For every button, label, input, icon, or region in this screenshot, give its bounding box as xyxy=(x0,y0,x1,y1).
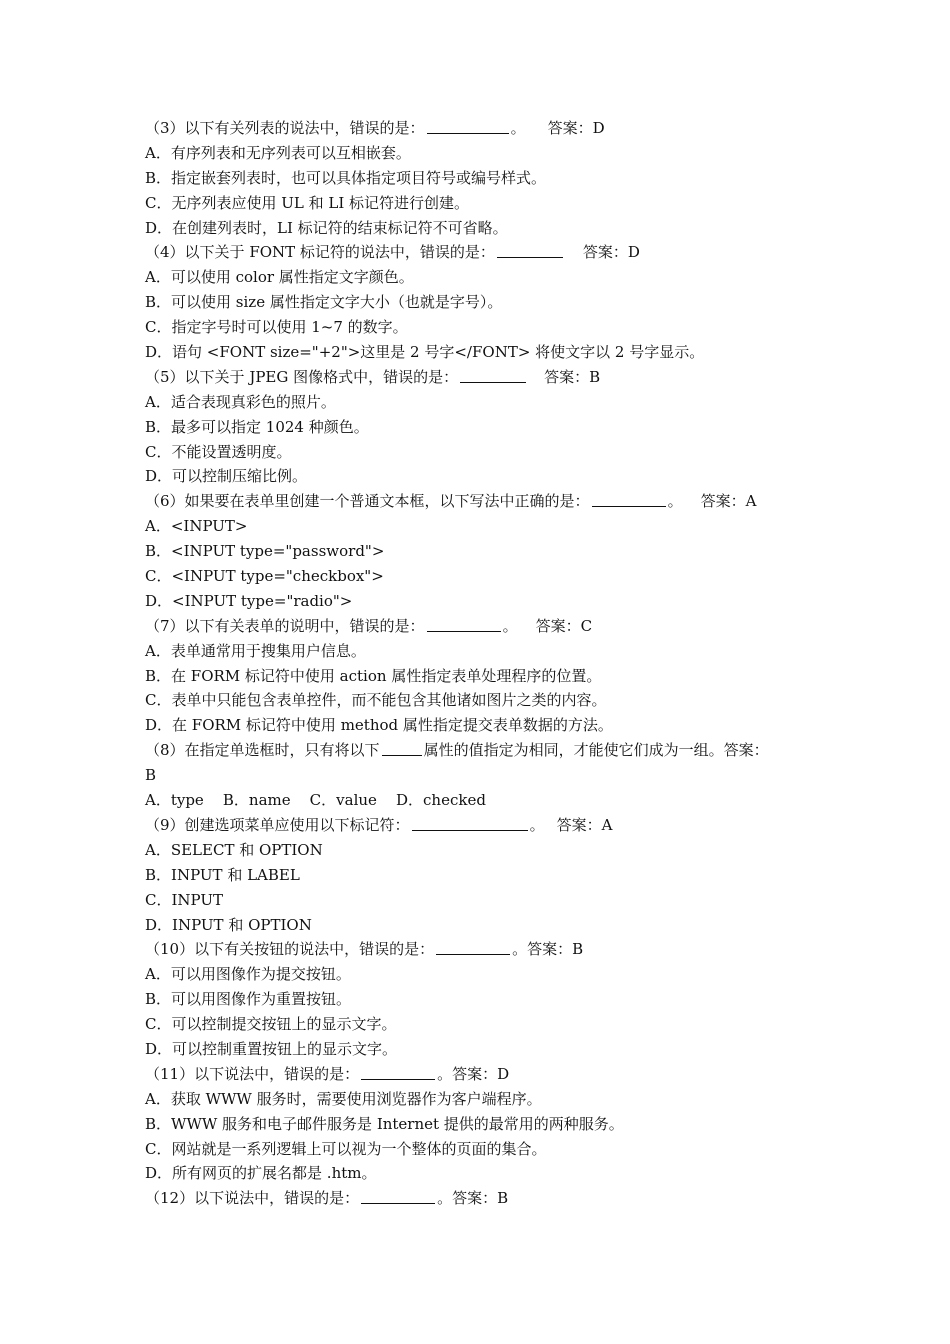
option: C．INPUT xyxy=(145,890,224,909)
option: C．<INPUT type="checkbox"> xyxy=(145,567,384,586)
answer-key: 答案：B xyxy=(452,1189,509,1208)
question-number: （8） xyxy=(145,741,185,760)
option: A．有序列表和无序列表可以互相嵌套。 xyxy=(145,143,411,162)
question-text-continued: 属性的值指定为相同，才能使它们成为一组。答案： xyxy=(423,741,769,760)
punctuation: 。 xyxy=(512,940,528,959)
question-text: 以下关于 JPEG 图像格式中，错误的是： xyxy=(184,367,459,386)
question-number: （6） xyxy=(145,492,185,511)
question-10 xyxy=(145,937,825,962)
answer-blank xyxy=(412,815,528,831)
answer-blank xyxy=(460,367,526,383)
option: D．语句 <FONT size="+2">这里是 2 号字</FONT> 将使文字以 2 号字显示。 xyxy=(145,343,705,362)
option: D．在创建列表时，LI 标记符的结束标记符不可省略。 xyxy=(145,218,508,237)
option: C．网站就是一系列逻辑上可以视为一个整体的页面的集合。 xyxy=(145,1139,547,1158)
options-inline: A．type B．name C．value D．checked xyxy=(145,791,486,810)
option: A．获取 WWW 服务时，需要使用浏览器作为客户端程序。 xyxy=(145,1089,542,1108)
question-number: （4） xyxy=(145,243,185,262)
answer-key: 答案：D xyxy=(452,1064,510,1083)
punctuation: 。 xyxy=(437,1189,453,1208)
option: D．<INPUT type="radio"> xyxy=(145,591,353,610)
option: B．在 FORM 标记符中使用 action 属性指定表单处理程序的位置。 xyxy=(145,666,602,685)
option: C．表单中只能包含表单控件，而不能包含其他诸如图片之类的内容。 xyxy=(145,691,607,710)
option: B．INPUT 和 LABEL xyxy=(145,865,300,884)
option: D．可以控制压缩比例。 xyxy=(145,467,308,486)
question-number: （5） xyxy=(145,367,185,386)
question-9 xyxy=(145,813,825,838)
punctuation: 。 xyxy=(502,616,518,635)
option: A．表单通常用于搜集用户信息。 xyxy=(145,641,366,660)
option: D．所有网页的扩展名都是 .htm。 xyxy=(145,1164,377,1183)
document-body xyxy=(145,116,825,1211)
question-number: （10） xyxy=(145,940,195,959)
question-7 xyxy=(145,614,825,639)
question-text: 以下有关按钮的说法中，错误的是： xyxy=(194,940,435,959)
punctuation: 。 xyxy=(510,119,526,137)
option: C．不能设置透明度。 xyxy=(145,442,292,461)
answer-blank xyxy=(592,491,666,507)
option: A．<INPUT> xyxy=(145,517,248,536)
option: B．<INPUT type="password"> xyxy=(145,542,385,561)
question-number: （11） xyxy=(145,1064,195,1083)
option: A．可以使用 color 属性指定文字颜色。 xyxy=(145,268,414,287)
answer-blank xyxy=(382,740,422,756)
question-8 xyxy=(145,738,825,763)
question-number: （9） xyxy=(145,815,185,834)
answer-blank xyxy=(361,1064,435,1080)
answer-key: 答案：B xyxy=(544,367,601,386)
question-text: 如果要在表单里创建一个普通文本框，以下写法中正确的是： xyxy=(184,492,590,511)
option: C．无序列表应使用 UL 和 LI 标记符进行创建。 xyxy=(145,193,470,212)
question-4 xyxy=(145,240,825,265)
punctuation: 。 xyxy=(437,1064,453,1083)
answer-blank xyxy=(497,242,563,258)
answer-key: 答案：D xyxy=(547,119,605,137)
question-text: 以下有关列表的说法中，错误的是： xyxy=(184,119,425,137)
answer-blank xyxy=(436,939,510,955)
question-text: 以下说法中，错误的是： xyxy=(194,1064,360,1083)
answer-key: B xyxy=(145,766,157,785)
question-number: （7） xyxy=(145,616,185,635)
question-12 xyxy=(145,1186,825,1211)
answer-blank xyxy=(427,616,501,632)
question-text: 创建选项菜单应使用以下标记符： xyxy=(184,815,410,834)
option: A．可以用图像作为提交按钮。 xyxy=(145,965,351,984)
question-6 xyxy=(145,489,825,514)
answer-blank xyxy=(427,118,509,134)
question-text: 在指定单选框时，只有将以下 xyxy=(184,741,380,760)
answer-key: 答案：A xyxy=(700,492,757,511)
option: D．在 FORM 标记符中使用 method 属性指定提交表单数据的方法。 xyxy=(145,716,613,735)
answer-blank xyxy=(361,1188,435,1204)
punctuation: 。 xyxy=(529,815,545,834)
option: C．可以控制提交按钮上的显示文字。 xyxy=(145,1015,397,1034)
question-number: （12） xyxy=(145,1189,195,1208)
question-text: 以下说法中，错误的是： xyxy=(194,1189,360,1208)
question-3 xyxy=(145,116,825,141)
question-11 xyxy=(145,1062,825,1087)
question-text: 以下关于 FONT 标记符的说法中，错误的是： xyxy=(184,243,495,262)
answer-key: 答案：D xyxy=(582,243,640,262)
punctuation: 。 xyxy=(667,492,683,511)
question-text: 以下有关表单的说明中，错误的是： xyxy=(184,616,425,635)
option: B．指定嵌套列表时，也可以具体指定项目符号或编号样式。 xyxy=(145,168,547,187)
option: B．WWW 服务和电子邮件服务是 Internet 提供的最常用的两种服务。 xyxy=(145,1114,624,1133)
option: B．可以用图像作为重置按钮。 xyxy=(145,990,352,1009)
option: C．指定字号时可以使用 1~7 的数字。 xyxy=(145,318,408,337)
option: D．INPUT 和 OPTION xyxy=(145,915,312,934)
option: A．SELECT 和 OPTION xyxy=(145,840,323,859)
option: B．可以使用 size 属性指定文字大小（也就是字号）。 xyxy=(145,293,503,312)
option: D．可以控制重置按钮上的显示文字。 xyxy=(145,1039,398,1058)
answer-key: 答案：B xyxy=(527,940,584,959)
question-number: （3） xyxy=(145,119,185,137)
answer-key: 答案：C xyxy=(535,616,593,635)
option: A．适合表现真彩色的照片。 xyxy=(145,392,336,411)
answer-key: 答案：A xyxy=(556,815,613,834)
option: B．最多可以指定 1024 种颜色。 xyxy=(145,417,369,436)
question-5 xyxy=(145,365,825,390)
